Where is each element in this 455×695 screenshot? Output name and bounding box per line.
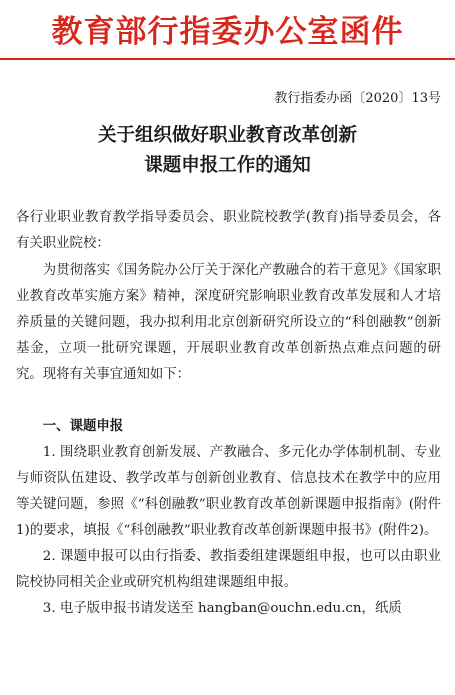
intro-paragraph xyxy=(16,258,441,388)
section-heading: 一、课题申报 xyxy=(42,419,124,434)
list-item-3: 3. 电子版申报书请发送至 hangban@ouchn.edu.cn，纸质 xyxy=(42,601,402,616)
letterhead-title: 教育部行指委办公室函件 xyxy=(51,14,404,50)
addressee-text: 各行业职业教育教学指导委员会、职业院校教学(教育)指导委员会，各有关职业院校： xyxy=(16,210,441,251)
section-course-application xyxy=(16,414,441,622)
document-title-line-1: 关于组织做好职业教育改革创新 xyxy=(97,125,357,146)
list-item-1: 1. 围绕职业教育创新发展、产教融合、多元化办学体制机制、专业与师资队伍建设、教学改革与创新创业教育、信息技术在教学中的应用等关键问题，参照《“科创融教”职业教育改革创新课题申报指南》(附件1)的要求，填报《“科创融教”职业教育改革创新课题申报书》(附件2)。 xyxy=(16,445,441,538)
document-number: 教行指委办函〔2020〕13号 xyxy=(274,91,441,106)
letterhead-divider xyxy=(0,58,455,60)
addressee xyxy=(16,205,441,257)
intro-paragraph-text: 为贯彻落实《国务院办公厅关于深化产教融合的若干意见》《国家职业教育改革实施方案》精神，深度研究影响职业教育改革发展和人才培养质量的关键问题，我办拟利用北京创新研究所设立的“科创融教”创新基金，立项一批研究课题，开展职业教育改革创新热点难点问题的研究。现将有关事宜通知如下： xyxy=(16,263,441,382)
list-item-2: 2. 课题申报可以由行指委、教指委组建课题组申报，也可以由职业院校协同相关企业或研究机构组建课题组申报。 xyxy=(16,549,441,590)
document-title-line-2: 课题申报工作的通知 xyxy=(144,155,311,176)
